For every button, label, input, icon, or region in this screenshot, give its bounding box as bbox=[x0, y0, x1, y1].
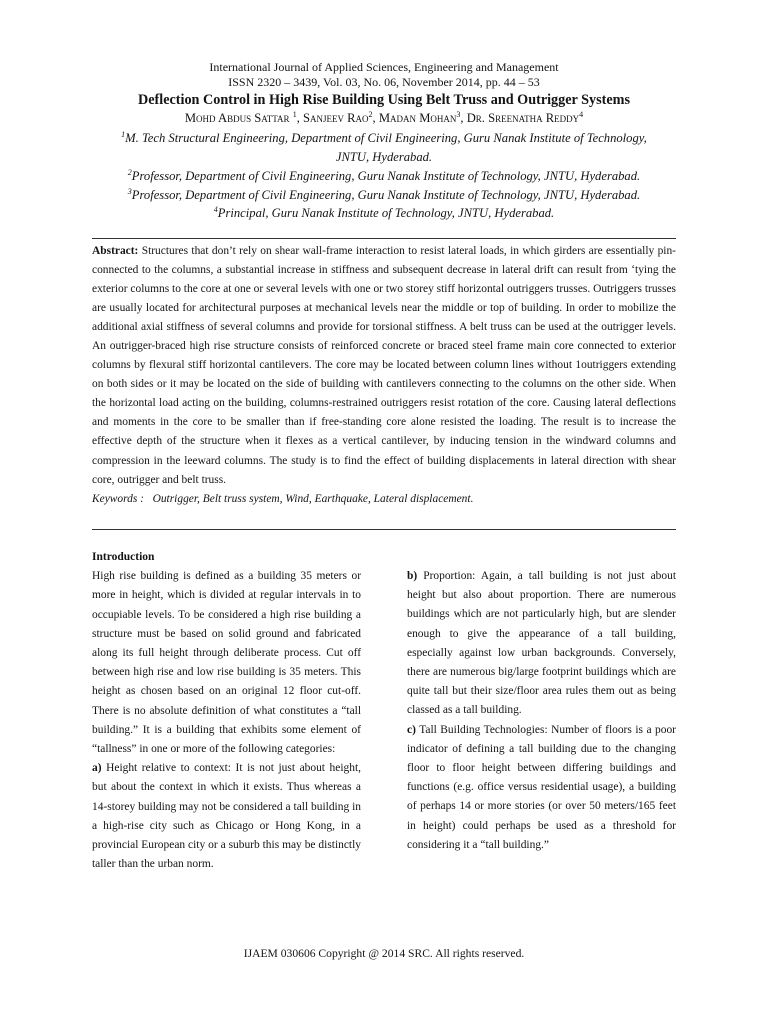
abstract-text: Structures that don’t rely on shear wall-frame interaction to resist lateral loads, in which girders are essentially pin-connected to the columns, a substantial increase in stiffness and subsequent decrease in lateral drift can result from ‘tying the exterior columns to the core at one or several levels with one or two storey stiff horizontal outriggers trusses. Outriggers trusses are usually located for architectural purposes at mechanical levels near the middle or top of building. In order to mobilize the additional axial stiffness of several columns and provide for torsional stiffness. A belt truss can be used at the outrigger levels. An outrigger-braced high rise structure consists of reinforced concrete or braced steel frame main core connected to exterior columns by flexural stiff horizontal cantilevers. The core may be located between column lines without 1outriggers extending on both sides or it may be located on the side of building with cantilevers connecting to the columns on the other side. When the horizontal load acting on the building, columns-restrained outriggers resist rotation of the core. Causing lateral deflections and moments in the core to be smaller than if free-standing core alone resisted the loading. The result is to increase the effective depth of the structure when it flexes as a vertical cantilever, by inducing tension in the windward columns and compression in the leeward columns. The study is to find the effect of building displacements in lateral direction with shear core, outrigger and belt truss. bbox=[92, 245, 676, 486]
abstract-label: Abstract: bbox=[92, 245, 139, 257]
affiliation-sup: 3 bbox=[127, 186, 132, 196]
affiliation bbox=[60, 187, 708, 203]
abstract-top-rule bbox=[92, 238, 676, 239]
paper-title: Deflection Control in High Rise Building Using Belt Truss and Outrigger Systems bbox=[137, 92, 630, 108]
author-name: Dr. Sreenatha Reddy bbox=[466, 111, 580, 125]
keywords-text: Outrigger, Belt truss system, Wind, Earthquake, Lateral displacement. bbox=[152, 492, 474, 505]
category-b-label: b) bbox=[407, 570, 418, 582]
journal-name: International Journal of Applied Sciences, Engineering and Management bbox=[209, 60, 559, 74]
category-a bbox=[92, 759, 361, 874]
category-c-text: Tall Building Technologies: Number of floors is a poor indicator of defining a tall building due to the changing floor to floor height between differing buildings and functions (e.g. office versus residential usage), a building of perhaps 14 or more stories (or over 50 meters/165 feet in height) could perhaps be used as a threshold for considering it a “tall building.” bbox=[407, 723, 676, 851]
author-list: Mohd Abdus Sattar $^1$, Sanjeev Rao$^2$, Madan Mohan$^3$, Dr. Sreenatha Reddy$^4$ bbox=[184, 109, 584, 125]
affiliation-text: Professor, Department of Civil Engineering, Guru Nanak Institute of Technology, JNTU, Hyderabad. bbox=[131, 188, 641, 202]
affiliation-text: M. Tech Structural Engineering, Department of Civil Engineering, Guru Nanak Institute of Technology, bbox=[125, 131, 647, 145]
author-sup: 1 bbox=[292, 109, 297, 119]
abstract-bottom-rule bbox=[92, 529, 676, 530]
author-name: Sanjeev Rao bbox=[302, 111, 369, 125]
affiliation bbox=[60, 168, 708, 184]
category-b bbox=[407, 567, 676, 721]
affiliation-text: Principal, Guru Nanak Institute of Technology, JNTU, Hyderabad. bbox=[217, 206, 555, 220]
author-sup: 2 bbox=[368, 109, 373, 119]
abstract-block bbox=[92, 242, 676, 509]
category-b-text: Proportion: Again, a tall building is not just about height but also about proportion. There are numerous buildings which are not particularly high, but are slender enough to give the appearance of a tall building, especially against low urban backgrounds. Conversely, there are numerous big/large footprint buildings which are quite tall but their size/floor area rules them out as being classed as a tall building. bbox=[407, 570, 676, 717]
left-column bbox=[92, 548, 361, 874]
author-sup: 3 bbox=[456, 109, 461, 119]
journal-issn: ISSN 2320 – 3439, Vol. 03, No. 06, November 2014, pp. 44 – 53 bbox=[228, 75, 540, 89]
affiliation-sup: 4 bbox=[213, 204, 218, 214]
affiliation-sup: 1 bbox=[121, 129, 126, 139]
section-heading: Introduction bbox=[92, 551, 155, 563]
keywords-label: Keywords : bbox=[92, 492, 144, 505]
affiliation bbox=[60, 130, 708, 146]
keywords bbox=[92, 490, 676, 509]
category-a-label: a) bbox=[92, 762, 102, 775]
affiliation-text: JNTU, Hyderabad. bbox=[335, 150, 433, 164]
affiliation-text: Professor, Department of Civil Engineering, Guru Nanak Institute of Technology, JNTU, Hyderabad. bbox=[131, 169, 641, 183]
author-name: Madan Mohan bbox=[378, 111, 457, 125]
affiliation bbox=[60, 205, 708, 221]
affiliation bbox=[60, 149, 708, 165]
category-a-text: Height relative to context: It is not just about height, but about the context in which it exists. Thus whereas a 14-storey building may not be considered a tall building in a high-rise city such as Chicago or Hong Kong, in a provincial European city or a suburb this may be distinctly taller than the urban norm. bbox=[92, 762, 361, 871]
intro-paragraph: High rise building is defined as a building 35 meters or more in height, which is divided at regular intervals in to occupiable levels. To be considered a high rise building a structure must be based on solid ground and fabricated along its full height through deliberate process. Cut off between high rise and low rise building is 35 meters. This height as chosen based on an original 12 floor cut-off. There is no absolute definition of what constitutes a “tall building.” It is a building that exhibits some element of “tallness” in one or more of the following categories: bbox=[92, 570, 361, 756]
affiliation-sup: 2 bbox=[127, 167, 132, 177]
right-column bbox=[407, 567, 676, 855]
author-sup: 4 bbox=[579, 109, 584, 119]
author-name: Mohd Abdus Sattar bbox=[184, 111, 290, 125]
page-footer: IJAEM 030606 Copyright @ 2014 SRC. All rights reserved. bbox=[243, 947, 525, 960]
category-c-label: c) bbox=[407, 723, 416, 736]
category-c bbox=[407, 721, 676, 855]
